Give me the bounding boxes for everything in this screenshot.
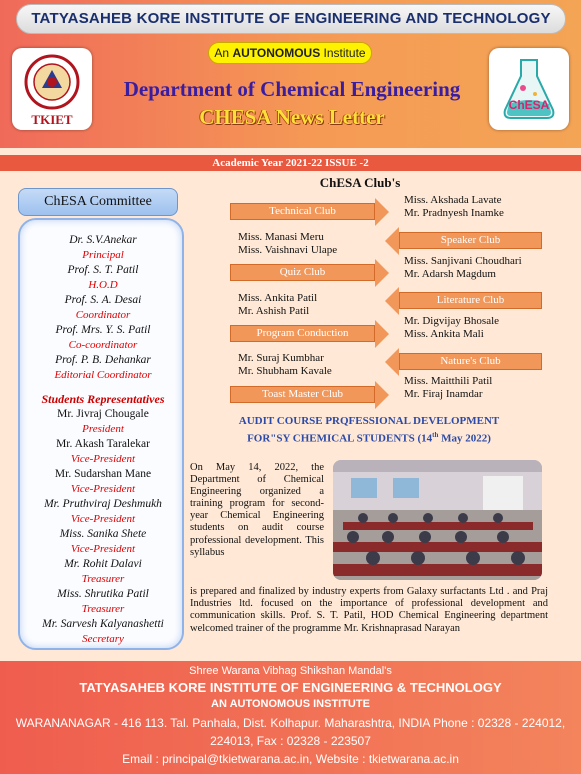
club-quiz: Quiz Club (230, 264, 375, 281)
committee-title: ChESA Committee (18, 188, 178, 216)
autonomous-suffix: Institute (320, 46, 366, 60)
club-literature: Literature Club (399, 292, 542, 309)
footer-institute: TATYASAHEB KORE INSTITUTE OF ENGINEERING & TECHNOLOGY (79, 680, 502, 695)
student-name: Miss. Shrutika Patil (57, 588, 149, 600)
club-speaker-members (238, 231, 337, 257)
student-role: Vice-President (70, 483, 136, 495)
footer (0, 661, 581, 774)
faculty-name: Prof. Mrs. Y. S. Patil (55, 324, 151, 336)
club-speaker: Speaker Club (399, 232, 542, 249)
footer-society: Shree Warana Vibhag Shikshan Mandal's (189, 665, 392, 677)
clubs-title: ChESA Club's (319, 175, 401, 190)
faculty-role: Coordinator (75, 309, 131, 321)
member-name: Mr. Firaj Inamdar (404, 388, 483, 400)
article-title-line2 (196, 428, 542, 446)
faculty-name: Prof. S. A. Desai (64, 294, 142, 306)
article-title-part: FOR"SY CHEMICAL STUDENTS (14 (247, 432, 433, 445)
faculty-role: Co-coordinator (68, 339, 138, 351)
member-name: Mr. Pradnyesh Inamke (404, 207, 504, 219)
student-name: Mr. Sudarshan Mane (54, 468, 152, 480)
chesa-logo (489, 48, 569, 130)
club-toast-members (404, 375, 492, 401)
club-program-members (404, 315, 499, 341)
student-name: Mr. Rohit Dalavi (64, 558, 142, 570)
footer-contact: Email : principal@tkietwarana.ac.in, Website : tkietwarana.ac.in (122, 752, 459, 766)
footer-autonomous: AN AUTONOMOUS INSTITUTE (211, 698, 370, 710)
article-paragraph-1: On May 14, 2022, the Department of Chemical Engineering organized a training program for second-year Chemical Engineering students on audit course professional development. This syllabus (190, 462, 324, 558)
club-technical: Technical Club (230, 203, 375, 220)
member-name: Mr. Shubham Kavale (238, 365, 332, 377)
faculty-role: H.O.D (88, 279, 118, 291)
member-name: Miss. Manasi Meru (238, 231, 324, 243)
club-literature-members (238, 292, 317, 318)
autonomous-prefix: An (214, 46, 233, 60)
club-quiz-members (404, 255, 522, 281)
member-name: Miss. Ankita Patil (238, 292, 318, 304)
article-title (196, 414, 542, 446)
member-name: Mr. Digvijay Bhosale (404, 315, 500, 327)
member-name: Mr. Ashish Patil (238, 305, 310, 317)
student-role: Secretary (82, 633, 124, 645)
member-name: Miss. Ankita Mali (404, 328, 484, 340)
student-name: Miss. Sanika Shete (59, 528, 147, 540)
faculty-name: Dr. S.V.Anekar (69, 234, 137, 246)
student-role: Vice-President (70, 513, 136, 525)
faculty-role: Editorial Coordinator (54, 369, 152, 381)
department-title: Department of Chemical Engineering (123, 77, 461, 101)
member-name: Miss. Maitthili Patil (404, 375, 493, 387)
faculty-role: Principal (82, 249, 124, 261)
article-paragraph-2: is prepared and finalized by industry experts from Galaxy surfactants Ltd . and Praj Industries ltd. focused on the importance of professional development and communication skills. Prof. S. T. Patil, HOD Chemical Engineering department welcomed trainer of the programme Mr. Krishnaprasad Narayan (190, 586, 548, 634)
club-program-conduction: Program Conduction (230, 325, 375, 342)
article-title-line1: AUDIT COURSE PRQFESSIONAL DEVELOPMENT (238, 415, 500, 427)
member-name: Miss. Akshada Lavate (404, 194, 502, 206)
student-name: Mr. Jivraj Chougale (57, 408, 149, 420)
newsletter-title: CHESA News Letter (199, 105, 385, 129)
academic-year: Academic Year 2021-22 ISSUE -2 (212, 157, 369, 169)
logo-left-text: TKIET (31, 112, 73, 127)
student-role: Vice-President (70, 453, 136, 465)
students-heading: Students Representatives (41, 392, 165, 406)
student-role: Treasurer (81, 603, 125, 615)
club-technical-members (404, 194, 504, 220)
classroom-photo (333, 460, 542, 580)
member-name: Miss. Sanjivani Choudhari (404, 255, 522, 267)
institute-name: TATYASAHEB KORE INSTITUTE OF ENGINEERING AND TECHNOLOGY (16, 4, 566, 34)
member-name: Mr. Suraj Kumbhar (238, 352, 324, 364)
member-name: Miss. Vaishnavi Ulape (238, 244, 338, 256)
logo-right-text: ChESA (508, 98, 550, 112)
article-title-part: May 2022) (438, 432, 491, 445)
article-title-sup: th (432, 431, 439, 439)
footer-address: WARANANAGAR - 416 113. Tal. Panhala, Dist. Kolhapur. Maharashtra, INDIA Phone : 02328 - 224012, 224013, Fax : 02328 - 223507 (15, 716, 566, 748)
student-name: Mr. Sarvesh Kalyanashetti (42, 618, 164, 630)
student-name: Mr. Pruthviraj Deshmukh (44, 498, 162, 510)
student-role: President (82, 423, 124, 435)
faculty-name: Prof. S. T. Patil (67, 264, 139, 276)
committee-panel (18, 218, 184, 650)
student-role: Treasurer (81, 573, 125, 585)
student-name: Mr. Akash Taralekar (56, 438, 150, 450)
club-toast-master: Toast Master Club (230, 386, 375, 403)
club-nature-members (238, 352, 332, 378)
tkiet-logo (12, 48, 92, 130)
club-nature: Nature's Club (399, 353, 542, 370)
autonomous-word: AUTONOMOUS (232, 46, 321, 60)
student-role: Vice-President (70, 543, 136, 555)
member-name: Mr. Adarsh Magdum (404, 268, 496, 280)
autonomous-badge (208, 42, 372, 64)
faculty-name: Prof. P. B. Dehankar (55, 354, 151, 366)
